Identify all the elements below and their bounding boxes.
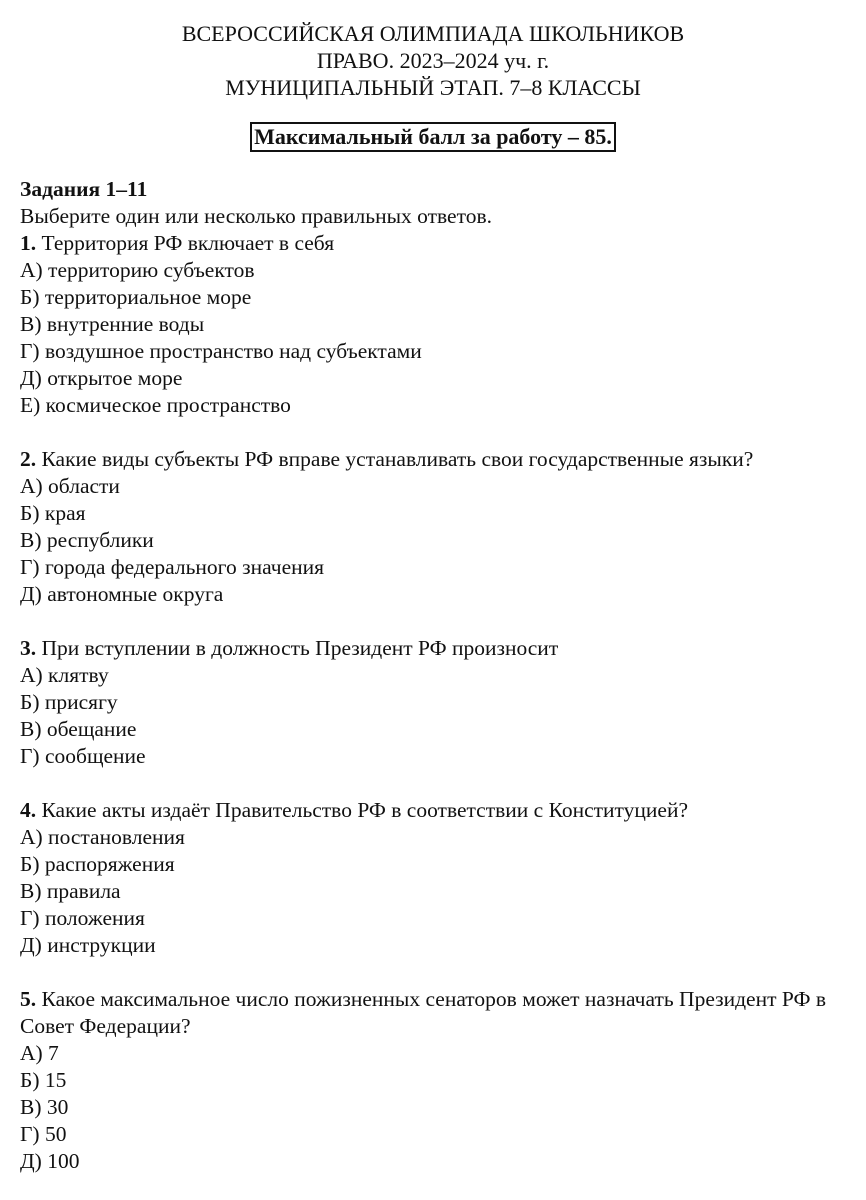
question-1	[20, 230, 826, 419]
tasks-content	[20, 176, 826, 1175]
question-1-text	[20, 230, 826, 257]
question-5-option-d: Д) 100	[20, 1149, 80, 1173]
document-header	[40, 0, 826, 101]
section-instruction: Выберите один или несколько правильных ответов.	[20, 204, 492, 228]
question-5-option-a: А) 7	[20, 1041, 59, 1065]
question-3-option-a: А) клятву	[20, 663, 109, 687]
question-1-option-d: Д) открытое море	[20, 366, 183, 390]
question-3-text	[20, 635, 826, 662]
question-4-prompt: Какие акты издаёт Правительство РФ в соответствии с Конституцией?	[36, 798, 689, 822]
question-2-number: 2.	[20, 447, 37, 471]
question-4-option-a: А) постановления	[20, 825, 185, 849]
question-1-option-b: Б) территориальное море	[20, 285, 252, 309]
question-3-prompt: При вступлении в должность Президент РФ произносит	[36, 636, 559, 660]
question-3	[20, 635, 826, 770]
question-2-option-b: Б) края	[20, 501, 86, 525]
question-5-option-v: В) 30	[20, 1095, 69, 1119]
question-2-option-g: Г) города федерального значения	[20, 555, 325, 579]
question-5-text	[20, 986, 826, 1040]
header-stage-grades: МУНИЦИПАЛЬНЫЙ ЭТАП. 7–8 КЛАССЫ	[225, 75, 641, 100]
question-5-prompt: Какое максимальное число пожизненных сенаторов может назначать Президент РФ в Совет Федерации?	[20, 987, 826, 1038]
question-3-option-v: В) обещание	[20, 717, 137, 741]
question-1-option-g: Г) воздушное пространство над субъектами	[20, 339, 422, 363]
header-subject-year: ПРАВО. 2023–2024 уч. г.	[316, 48, 550, 73]
question-1-prompt: Территория РФ включает в себя	[36, 231, 335, 255]
max-score-wrapper	[40, 122, 826, 152]
question-5	[20, 986, 826, 1175]
question-2-text	[20, 446, 826, 473]
question-5-option-b: Б) 15	[20, 1068, 67, 1092]
question-4-option-b: Б) распоряжения	[20, 852, 175, 876]
question-2	[20, 446, 826, 608]
question-2-option-a: А) области	[20, 474, 120, 498]
question-5-number: 5.	[20, 987, 37, 1011]
question-3-number: 3.	[20, 636, 37, 660]
question-4-option-g: Г) положения	[20, 906, 145, 930]
question-1-option-v: В) внутренние воды	[20, 312, 205, 336]
question-1-option-a: А) территорию субъектов	[20, 258, 255, 282]
question-1-number: 1.	[20, 231, 37, 255]
question-4-option-d: Д) инструкции	[20, 933, 156, 957]
question-3-option-g: Г) сообщение	[20, 744, 146, 768]
max-score-box: Максимальный балл за работу – 85.	[250, 122, 616, 152]
question-4-text	[20, 797, 826, 824]
section-title: Задания 1–11	[20, 177, 148, 201]
question-2-prompt: Какие виды субъекты РФ вправе устанавливать свои государственные языки?	[36, 447, 754, 471]
question-4-number: 4.	[20, 798, 37, 822]
question-2-option-d: Д) автономные округа	[20, 582, 224, 606]
header-olympiad-title: ВСЕРОССИЙСКАЯ ОЛИМПИАДА ШКОЛЬНИКОВ	[181, 21, 685, 46]
question-5-option-g: Г) 50	[20, 1122, 67, 1146]
question-2-option-v: В) республики	[20, 528, 154, 552]
question-3-option-b: Б) присягу	[20, 690, 118, 714]
question-4-option-v: В) правила	[20, 879, 121, 903]
question-4	[20, 797, 826, 959]
question-1-option-e: Е) космическое пространство	[20, 393, 291, 417]
